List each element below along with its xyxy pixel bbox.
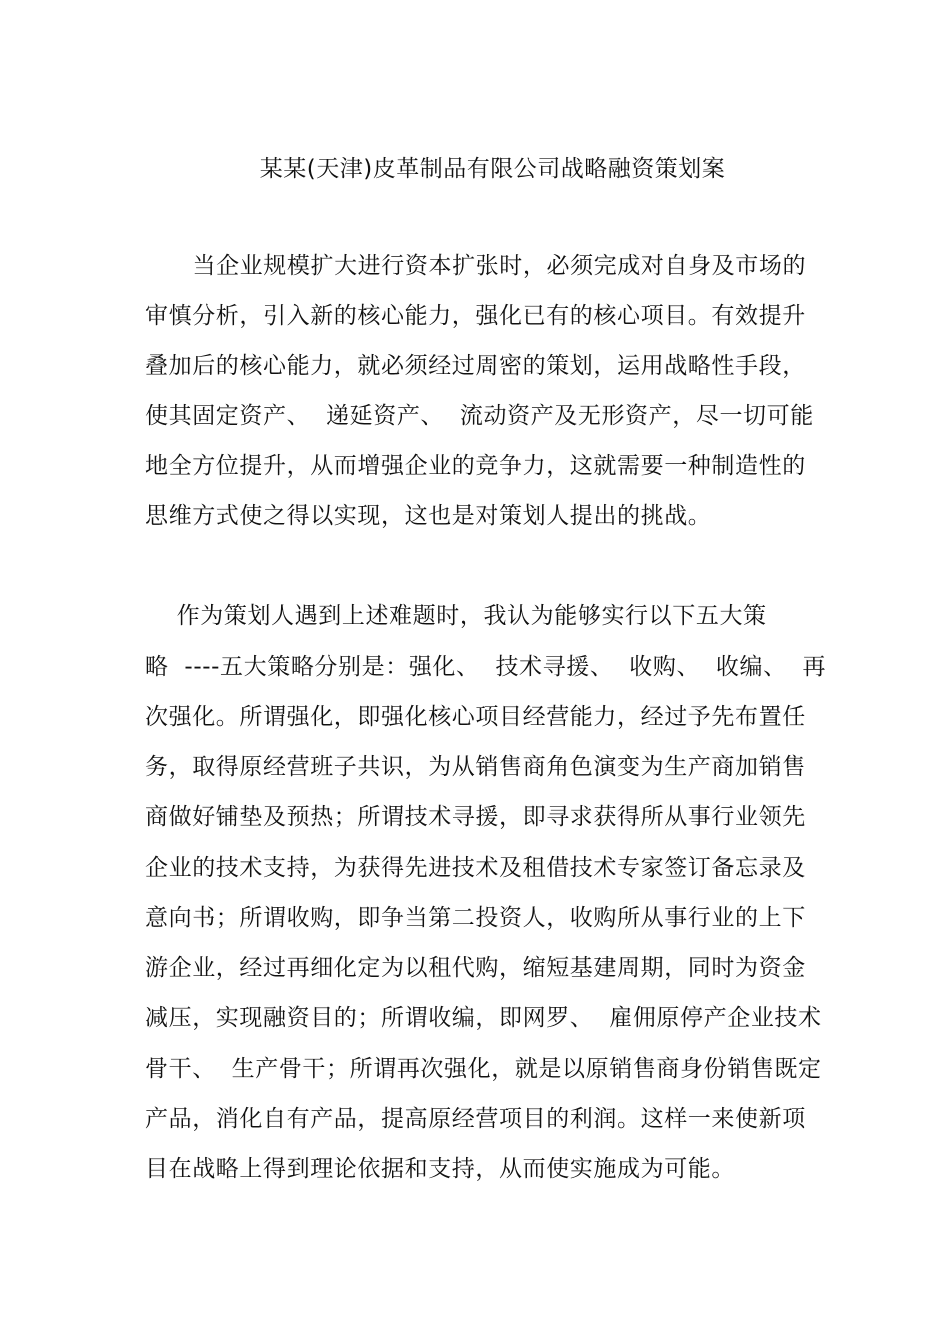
paragraph-line: 商做好铺垫及预热；所谓技术寻援，即寻求获得所从事行业领先 bbox=[145, 804, 806, 830]
paragraph-line: 企业的技术支持，为获得先进技术及租借技术专家签订备忘录及 bbox=[145, 855, 806, 881]
paragraph-line: 思维方式使之得以实现，这也是对策划人提出的挑战。 bbox=[145, 503, 712, 529]
paragraph-line: 作为策划人遇到上述难题时，我认为能够实行以下五大策 bbox=[145, 603, 767, 629]
paragraph-line: 略 ----五大策略分别是：强化、 技术寻援、 收购、 收编、 再 bbox=[145, 654, 827, 680]
document-title: 某某(天津)皮革制品有限公司战略融资策划案 bbox=[259, 156, 726, 182]
paragraph-line: 骨干、 生产骨干；所谓再次强化，就是以原销售商身份销售既定 bbox=[145, 1056, 822, 1082]
paragraph-line: 地全方位提升，从而增强企业的竞争力，这就需要一种制造性的 bbox=[145, 453, 806, 479]
paragraph-line: 叠加后的核心能力，就必须经过周密的策划，运用战略性手段， bbox=[145, 353, 806, 379]
paragraph-line: 务，取得原经营班子共识，为从销售商角色演变为生产商加销售 bbox=[145, 754, 806, 780]
paragraph-line: 目在战略上得到理论依据和支持，从而使实施成为可能。 bbox=[145, 1156, 735, 1182]
paragraph-line: 产品，消化自有产品，提高原经营项目的利润。这样一来使新项 bbox=[145, 1106, 806, 1132]
paragraph-line: 次强化。所谓强化，即强化核心项目经营能力，经过予先布置任 bbox=[145, 704, 806, 730]
paragraph-line: 意向书；所谓收购，即争当第二投资人，收购所从事行业的上下 bbox=[145, 905, 806, 931]
paragraph-line: 使其固定资产、 递延资产、 流动资产及无形资产，尽一切可能 bbox=[145, 403, 814, 429]
paragraph-line: 减压，实现融资目的；所谓收编，即网罗、 雇佣原停产企业技术 bbox=[145, 1005, 822, 1031]
paragraph-line: 审慎分析，引入新的核心能力，强化已有的核心项目。有效提升 bbox=[145, 303, 806, 329]
paragraph-line: 游企业，经过再细化定为以租代购，缩短基建周期，同时为资金 bbox=[145, 955, 806, 981]
paragraph-line: 当企业规模扩大进行资本扩张时，必须完成对自身及市场的 bbox=[145, 253, 807, 279]
